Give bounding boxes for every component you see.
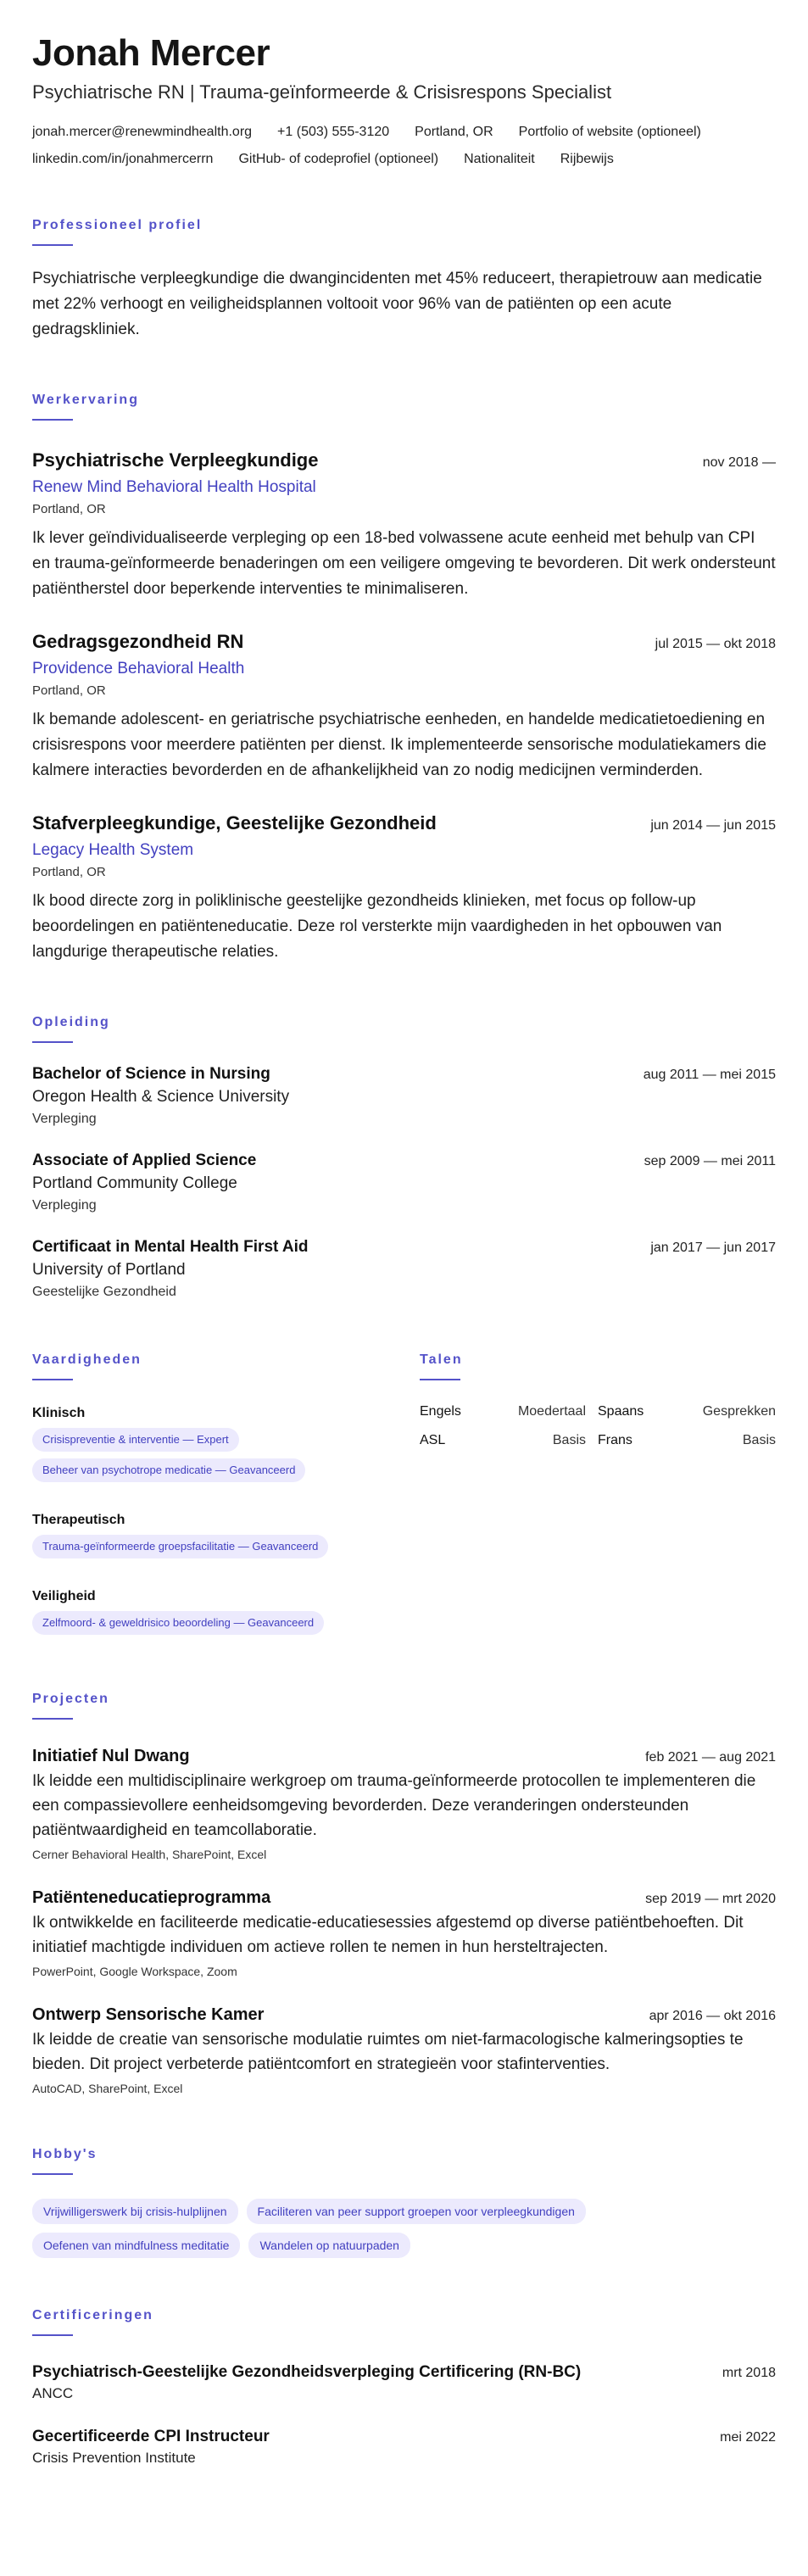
skill-category: Veiligheid bbox=[32, 1589, 96, 1603]
education-school: University of Portland bbox=[32, 1261, 186, 1279]
section-title-hobbies: Hobby's bbox=[32, 2147, 98, 2161]
project-tools: AutoCAD, SharePoint, Excel bbox=[32, 2082, 183, 2095]
project-dates: apr 2016 — okt 2016 bbox=[649, 2009, 776, 2023]
hobby-tag: Faciliteren van peer support groepen voor verpleegkundigen bbox=[247, 2199, 586, 2224]
job-description: Ik bood directe zorg in poliklinische geestelijke gezondheids klinieken, met focus op follow-up beoordelingen en patiënteneducatie. Deze rol versterkte mijn vaardigheden in het opbouwen van langdurige therapeutische relaties. bbox=[32, 892, 722, 961]
education-degree: Bachelor of Science in Nursing bbox=[32, 1065, 270, 1083]
language-level: Gesprekken bbox=[702, 1404, 776, 1419]
job-entry bbox=[32, 448, 776, 602]
education-entry bbox=[32, 1236, 776, 1302]
certification-entry bbox=[32, 2426, 776, 2468]
languages-section bbox=[420, 1352, 776, 1642]
job-title: Psychiatrische Verpleegkundige bbox=[32, 449, 319, 471]
hobbies-section bbox=[32, 2146, 776, 2267]
education-field: Verpleging bbox=[32, 1112, 97, 1126]
hobby-tag: Oefenen van mindfulness meditatie bbox=[32, 2233, 240, 2258]
language-name: Frans bbox=[598, 1433, 632, 1447]
skill-tags bbox=[32, 1611, 420, 1642]
contact-email[interactable]: jonah.mercer@renewmindhealth.org bbox=[32, 125, 253, 139]
job-title: Stafverpleegkundige, Geestelijke Gezondheid bbox=[32, 812, 437, 834]
certification-name: Gecertificeerde CPI Instructeur bbox=[32, 2428, 270, 2445]
education-dates: jan 2017 — jun 2017 bbox=[650, 1241, 776, 1255]
skill-tag: Trauma-geïnformeerde groepsfacilitatie — Geavanceerd bbox=[32, 1535, 328, 1558]
language-level: Moedertaal bbox=[517, 1404, 586, 1419]
job-company: Renew Mind Behavioral Health Hospital bbox=[32, 478, 316, 496]
language-name: Spaans bbox=[598, 1404, 644, 1419]
contact-github[interactable]: GitHub- of codeprofiel (optioneel) bbox=[238, 152, 439, 166]
section-divider bbox=[32, 419, 73, 421]
certification-issuer: ANCC bbox=[32, 2385, 74, 2401]
education-dates: sep 2009 — mei 2011 bbox=[644, 1154, 776, 1168]
contact-nationality: Nationaliteit bbox=[464, 152, 535, 166]
contact-portfolio[interactable]: Portfolio of website (optioneel) bbox=[518, 125, 701, 139]
project-tools: Cerner Behavioral Health, SharePoint, Excel bbox=[32, 1848, 267, 1861]
project-entry bbox=[32, 1887, 776, 1980]
section-divider bbox=[32, 1718, 73, 1720]
skill-tags bbox=[32, 1458, 420, 1489]
contact-linkedin[interactable]: linkedin.com/in/jonahmercerrn bbox=[32, 152, 214, 166]
section-divider bbox=[420, 1379, 460, 1380]
project-title: Initiatief Nul Dwang bbox=[32, 1747, 190, 1765]
project-dates: feb 2021 — aug 2021 bbox=[645, 1750, 776, 1765]
education-dates: aug 2011 — mei 2015 bbox=[643, 1068, 776, 1082]
education-school: Portland Community College bbox=[32, 1174, 237, 1192]
project-description: Ik leidde een multidisciplinaire werkgroep om trauma-geïnformeerde protocollen te implementeren die een compassievollere eenheidsomgeving bevorderden. Deze veranderingen ondersteunden patiëntwaardigheid en teamcollaboratie. bbox=[32, 1772, 756, 1839]
contact-location: Portland, OR bbox=[415, 125, 493, 139]
job-dates: nov 2018 — bbox=[702, 455, 776, 470]
section-title-profile: Professioneel profiel bbox=[32, 218, 203, 232]
education-degree: Associate of Applied Science bbox=[32, 1151, 257, 1169]
project-entry bbox=[32, 1745, 776, 1863]
language-name: ASL bbox=[420, 1433, 446, 1447]
section-divider bbox=[32, 2173, 73, 2175]
certification-date: mei 2022 bbox=[720, 2430, 776, 2445]
job-title: Gedragsgezondheid RN bbox=[32, 631, 244, 652]
hobby-tag: Wandelen op natuurpaden bbox=[248, 2233, 410, 2258]
section-title-education: Opleiding bbox=[32, 1015, 110, 1029]
contact-phone[interactable]: +1 (503) 555-3120 bbox=[277, 125, 390, 139]
skill-tag: Zelfmoord- & geweldrisico beoordeling — Geavanceerd bbox=[32, 1611, 324, 1635]
hobby-tags bbox=[32, 2199, 776, 2267]
resume-header bbox=[32, 32, 776, 168]
section-title-languages: Talen bbox=[420, 1352, 463, 1367]
section-title-experience: Werkervaring bbox=[32, 393, 139, 407]
project-title: Ontwerp Sensorische Kamer bbox=[32, 2005, 265, 2024]
contact-list bbox=[32, 124, 776, 168]
section-divider bbox=[32, 244, 73, 246]
project-dates: sep 2019 — mrt 2020 bbox=[645, 1892, 776, 1906]
contact-drivers-license: Rijbewijs bbox=[560, 152, 614, 166]
project-description: Ik leidde de creatie van sensorische modulatie ruimtes om niet-farmacologische kalmeringsopties te bieden. Dit project verbeterde patiëntcomfort en strategieën voor stafinterventies. bbox=[32, 2031, 744, 2073]
hobby-tag: Vrijwilligerswerk bij crisis-hulplijnen bbox=[32, 2199, 238, 2224]
skill-tags bbox=[32, 1428, 420, 1458]
job-dates: jun 2014 — jun 2015 bbox=[650, 818, 776, 833]
job-company: Providence Behavioral Health bbox=[32, 660, 245, 677]
education-section bbox=[32, 1014, 776, 1302]
skill-category: Therapeutisch bbox=[32, 1513, 125, 1527]
education-school: Oregon Health & Science University bbox=[32, 1088, 290, 1106]
project-title: Patiënteneducatieprogramma bbox=[32, 1888, 271, 1907]
certification-issuer: Crisis Prevention Institute bbox=[32, 2450, 196, 2466]
skill-category: Klinisch bbox=[32, 1406, 86, 1420]
job-company: Legacy Health System bbox=[32, 841, 194, 859]
job-entry bbox=[32, 629, 776, 783]
profile-section bbox=[32, 217, 776, 343]
job-location: Portland, OR bbox=[32, 683, 106, 698]
language-list bbox=[420, 1404, 776, 1448]
education-field: Verpleging bbox=[32, 1198, 97, 1213]
skill-tag: Crisispreventie & interventie — Expert bbox=[32, 1428, 239, 1452]
section-title-certifications: Certificeringen bbox=[32, 2308, 153, 2322]
certification-entry bbox=[32, 2361, 776, 2404]
job-description: Ik lever geïndividualiseerde verpleging op een 18-bed volwassene acute eenheid met behulp van CPI en trauma-geïnformeerde benaderingen om een veiligere omgeving te bevorderen. Dit werk ondersteunt patiëntherstel door beperkende interventies te minimaliseren. bbox=[32, 529, 776, 598]
section-divider bbox=[32, 1379, 73, 1380]
job-dates: jul 2015 — okt 2018 bbox=[655, 637, 776, 651]
section-title-projects: Projecten bbox=[32, 1692, 109, 1706]
candidate-name: Jonah Mercer bbox=[32, 32, 270, 74]
language-level: Basis bbox=[742, 1433, 776, 1447]
job-location: Portland, OR bbox=[32, 502, 106, 516]
project-description: Ik ontwikkelde en faciliteerde medicatie-educatiesessies afgestemd op diverse patiëntbehoeften. Dit initiatief machtigde individuen om actieve rollen te nemen in hun hersteltrajecten. bbox=[32, 1914, 744, 1956]
education-degree: Certificaat in Mental Health First Aid bbox=[32, 1238, 309, 1256]
education-field: Geestelijke Gezondheid bbox=[32, 1285, 176, 1299]
project-entry bbox=[32, 2004, 776, 2097]
profile-summary: Psychiatrische verpleegkundige die dwangincidenten met 45% reduceert, therapietrouw aan medicatie met 22% verhoogt en veiligheidsplannen voltooit voor 96% van de patiënten op een acute gedragskliniek. bbox=[32, 270, 762, 338]
section-divider bbox=[32, 2334, 73, 2336]
certifications-section bbox=[32, 2307, 776, 2468]
certification-name: Psychiatrisch-Geestelijke Gezondheidsverpleging Certificering (RN-BC) bbox=[32, 2363, 582, 2381]
job-description: Ik bemande adolescent- en geriatrische psychiatrische eenheden, en handelde medicatietoediening en crisisrespons voor meerdere patiënten per dienst. Ik implementeerde sensorische modulatiekamers die kalmere interacties bevorderden en de afhankelijkheid van zo nodig medicijnen verminderden. bbox=[32, 711, 766, 779]
language-level: Basis bbox=[552, 1433, 586, 1447]
job-entry bbox=[32, 811, 776, 965]
section-divider bbox=[32, 1041, 73, 1043]
job-location: Portland, OR bbox=[32, 865, 106, 879]
skills-languages-row bbox=[32, 1352, 776, 1642]
section-title-skills: Vaardigheden bbox=[32, 1352, 142, 1367]
education-entry bbox=[32, 1063, 776, 1129]
projects-section bbox=[32, 1691, 776, 2097]
candidate-headline: Psychiatrische RN | Trauma-geïnformeerde & Crisisrespons Specialist bbox=[32, 81, 612, 103]
skill-tag: Beheer van psychotrope medicatie — Geavanceerd bbox=[32, 1458, 305, 1482]
skills-section bbox=[32, 1352, 420, 1642]
certification-date: mrt 2018 bbox=[722, 2366, 776, 2380]
education-entry bbox=[32, 1150, 776, 1216]
project-tools: PowerPoint, Google Workspace, Zoom bbox=[32, 1965, 237, 1978]
skill-tags bbox=[32, 1535, 420, 1565]
experience-section bbox=[32, 392, 776, 965]
language-name: Engels bbox=[420, 1404, 461, 1419]
